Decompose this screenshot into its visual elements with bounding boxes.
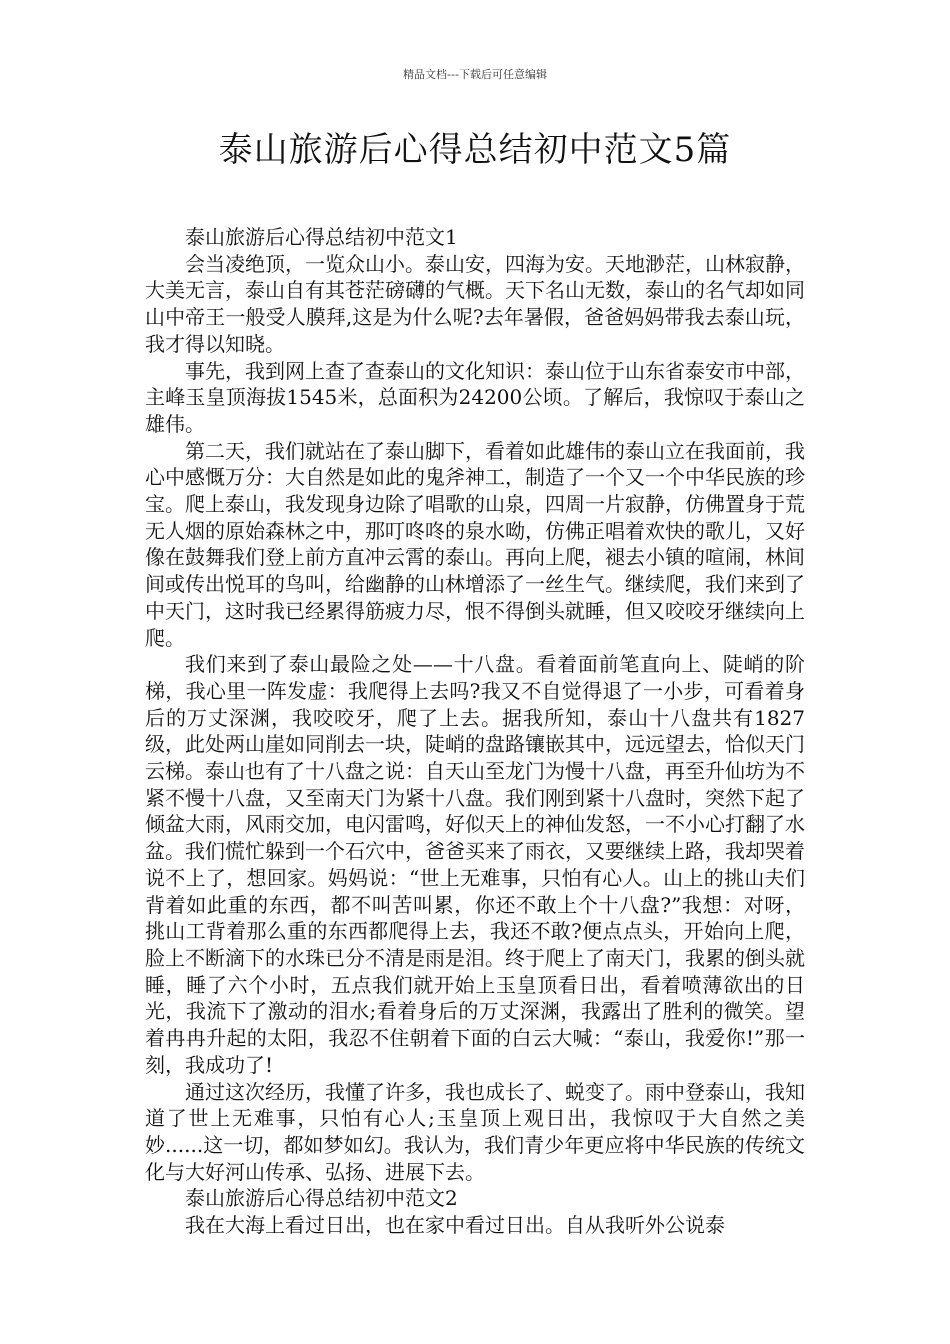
section-heading: 泰山旅游后心得总结初中范文1 bbox=[185, 225, 458, 249]
paragraph: 第二天，我们就站在了泰山脚下，看着如此雄伟的泰山立在我面前，我心中感慨万分：大自然是如此的鬼斧神工，制造了一个又一个中华民族的珍宝。爬上泰山，我发现身边除了唱歌的山泉，四周一片寂静，仿佛置身于荒无人烟的原始森林之中，那叮咚咚的泉水呦，仿佛正唱着欢快的歌儿，又好像在鼓舞我们登上前方直冲云霄的泰山。再向上爬，褪去小镇的喧闹，林间间或传出悦耳的鸟叫，给幽静的山林增添了一丝生气。继续爬，我们来到了中天门，这时我已经累得筋疲力尽，恨不得倒头就睡，但又咬咬牙继续向上爬。 bbox=[145, 438, 805, 650]
section-heading: 泰山旅游后心得总结初中范文2 bbox=[185, 1186, 458, 1211]
paragraph: 事先，我到网上查了查泰山的文化知识：泰山位于山东省泰安市中部，主峰玉皇顶海拔1545米，总面积为24200公顷。了解后，我惊叹于泰山之雄伟。 bbox=[145, 358, 805, 436]
paragraph: 我们来到了泰山最险之处——十八盘。看着面前笔直向上、陡峭的阶梯，我心里一阵发虚：我爬得上去吗?我又不自觉得退了一小步，可看着身后的万丈深渊，我咬咬牙，爬了上去。据我所知，泰山十八盘共有1827级，此处两山崖如同削去一块，陡峭的盘路镶嵌其中，远远望去，恰似天门云梯。泰山也有了十八盘之说：自天山至龙门为慢十八盘，再至升仙坊为不紧不慢十八盘，又至南天门为紧十八盘。我们刚到紧十八盘时，突然下起了倾盆大雨，风雨交加，电闪雷鸣，好似天上的神仙发怒，一不小心打翻了水盆。我们慌忙躲到一个石穴中，爸爸买来了雨衣，又要继续上路，我却哭着说不上了，想回家。妈妈说：“世上无难事，只怕有心人。山上的挑山夫们背着如此重的东西，都不叫苦叫累，你还不敢上个十八盘?”我想：对呀，挑山工背着那么重的东西都爬得上去，我还不敢?便点点头，开始向上爬，脸上不断滴下的水珠已分不清是雨是泪。终于爬上了南天门，我累的倒头就睡，睡了六个小时，五点我们就开始上玉皇顶看日出，看着喷薄欲出的日光，我流下了激动的泪水;看着身后的万丈深渊，我露出了胜利的微笑。望着冉冉升起的太阳，我忍不住朝着下面的白云大喊：“泰山，我爱你!”那一刻，我成功了! bbox=[145, 652, 805, 1077]
header-note: 精品文档---下载后可任意编辑 bbox=[403, 68, 547, 81]
paragraph: 通过这次经历，我懂了许多，我也成长了、蜕变了。雨中登泰山，我知道了世上无难事，只怕有心人;玉皇顶上观日出，我惊叹于大自然之美妙......这一切，都如梦如幻。我认为，我们青少年更应将中华民族的传统文化与大好河山传承、弘扬、进展下去。 bbox=[145, 1079, 805, 1184]
paragraph: 会当凌绝顶，一览众山小。泰山安，四海为安。天地渺茫，山林寂静，大美无言，泰山自有其苍茫磅礴的气概。天下名山无数，泰山的名气却如同山中帝王一般受人膜拜,这是为什么呢?去年暑假，爸爸妈妈带我去泰山玩，我才得以知晓。 bbox=[145, 251, 805, 356]
paragraph: 我在大海上看过日出，也在家中看过日出。自从我听外公说泰 bbox=[185, 1213, 725, 1238]
document-title: 泰山旅游后心得总结初中范文5篇 bbox=[218, 130, 732, 170]
document-body bbox=[145, 224, 805, 1239]
